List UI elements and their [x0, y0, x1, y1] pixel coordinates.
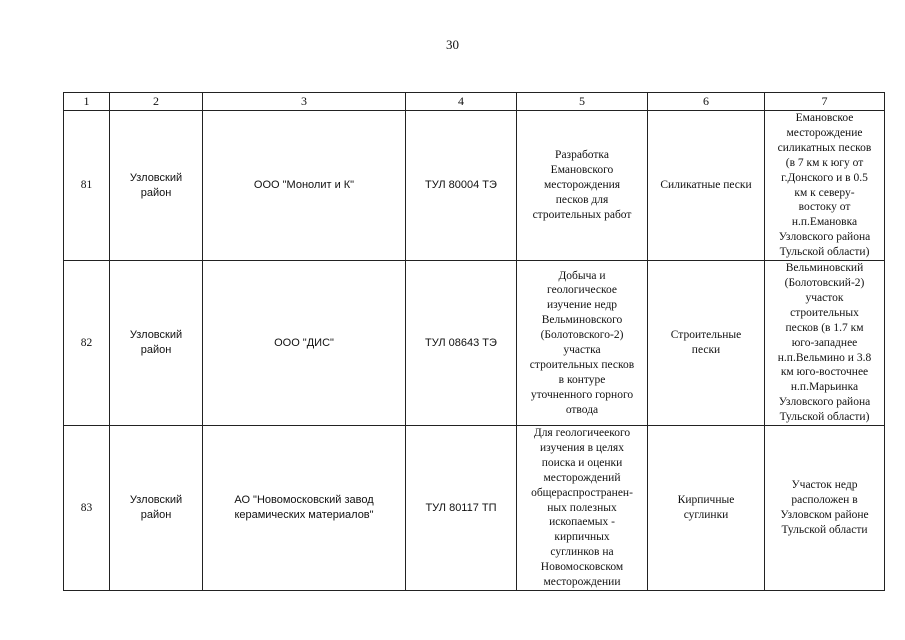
purpose-cell: Добыча и геологическое изучение недр Вельминовского (Болотовского-2) участка строительных песков в контуре уточненного горного отвода — [517, 261, 648, 426]
company-cell: ООО "Монолит и К" — [203, 111, 406, 261]
district-cell: Узловский район — [110, 261, 203, 426]
column-number: 5 — [517, 93, 648, 111]
table-row — [64, 426, 885, 591]
location-cell: Вельминовский (Болотовский-2) участок строительных песков (в 1.7 км юго-западнее н.п.Вельмино и 3.8 км юго-восточнее н.п.Марьинка Узловского района Тульской области) — [765, 261, 885, 426]
table-row — [64, 111, 885, 261]
row-number: 83 — [64, 426, 110, 591]
mineral-type-cell: Строительные пески — [648, 261, 765, 426]
district-cell: Узловский район — [110, 426, 203, 591]
page-number: 30 — [446, 37, 459, 52]
column-number: 4 — [406, 93, 517, 111]
license-register-table — [63, 92, 885, 591]
column-number: 2 — [110, 93, 203, 111]
license-number-cell: ТУЛ 08643 ТЭ — [406, 261, 517, 426]
column-number: 3 — [203, 93, 406, 111]
license-number-cell: ТУЛ 80117 ТП — [406, 426, 517, 591]
row-number: 82 — [64, 261, 110, 426]
location-cell: Участок недр расположен в Узловском районе Тульской области — [765, 426, 885, 591]
purpose-cell: Для геологичеекого изучения в целях поиска и оценки месторождений общераспространен- ных полезных ископаемых - кирпичных суглинков на Новомосковском месторождении — [517, 426, 648, 591]
mineral-type-cell: Кирпичные суглинки — [648, 426, 765, 591]
row-number: 81 — [64, 111, 110, 261]
column-number: 7 — [765, 93, 885, 111]
license-number-cell: ТУЛ 80004 ТЭ — [406, 111, 517, 261]
location-cell: Емановское месторождение силикатных песков (в 7 км к югу от г.Донского и в 0.5 км к северу- востоку от н.п.Емановка Узловского района Тульской области) — [765, 111, 885, 261]
company-cell: ООО "ДИС" — [203, 261, 406, 426]
table-row — [64, 261, 885, 426]
district-cell: Узловский район — [110, 111, 203, 261]
column-number: 1 — [64, 93, 110, 111]
mineral-type-cell: Силикатные пески — [648, 111, 765, 261]
column-number-row — [64, 93, 885, 111]
column-number: 6 — [648, 93, 765, 111]
purpose-cell: Разработка Емановского месторождения песков для строительных работ — [517, 111, 648, 261]
company-cell: АО "Новомосковский завод керамических материалов" — [203, 426, 406, 591]
